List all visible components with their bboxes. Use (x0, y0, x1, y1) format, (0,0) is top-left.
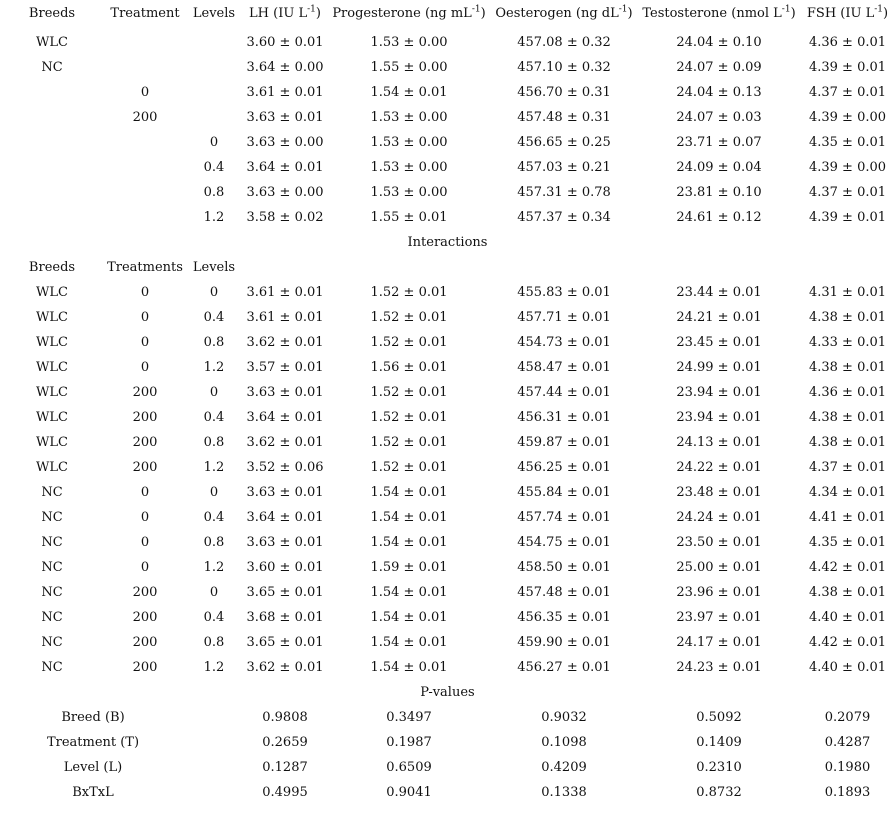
oestrogen-cell: 457.48 ± 0.01 (517, 585, 611, 600)
testosterone-cell: 23.94 ± 0.01 (676, 385, 762, 400)
fsh-cell: 4.42 ± 0.01 (808, 560, 887, 575)
oestrogen-pvalue: 0.4209 (541, 760, 587, 775)
level-cell (186, 55, 242, 80)
empty-cell (186, 705, 242, 730)
fsh-cell: 4.36 ± 0.01 (808, 385, 887, 400)
header-oestrogen (490, 0, 638, 30)
breed-cell: WLC (36, 310, 68, 325)
fsh-cell: 4.36 ± 0.01 (808, 35, 887, 50)
treatment-cell: 0 (140, 285, 150, 300)
header-progesterone-sup: -1 (471, 4, 481, 15)
level-cell: 0 (209, 135, 219, 150)
level-cell: 0 (209, 285, 219, 300)
level-cell (186, 80, 242, 105)
fsh-cell: 4.37 ± 0.01 (808, 460, 887, 475)
lh-cell: 3.61 ± 0.01 (246, 85, 324, 100)
treatment-cell: 0 (140, 85, 150, 100)
level-cell: 0 (209, 485, 219, 500)
level-cell: 0.4 (203, 610, 225, 625)
lh-cell: 3.62 ± 0.01 (246, 435, 324, 450)
breed-cell: NC (41, 485, 63, 500)
lh-cell: 3.62 ± 0.01 (246, 335, 324, 350)
level-cell: 0 (209, 385, 219, 400)
progesterone-cell: 1.53 ± 0.00 (370, 35, 448, 50)
breed-cell (0, 80, 104, 105)
fsh-cell: 4.37 ± 0.01 (808, 85, 887, 100)
oestrogen-pvalue: 0.1338 (541, 785, 587, 800)
pvalue-row (0, 730, 895, 755)
testosterone-cell: 24.17 ± 0.01 (676, 635, 762, 650)
level-cell: 0.4 (203, 160, 225, 175)
lh-cell: 3.60 ± 0.01 (246, 35, 324, 50)
pvalues-title-row (0, 680, 895, 705)
fsh-cell: 4.39 ± 0.00 (808, 160, 887, 175)
treatment-cell: 0 (140, 560, 150, 575)
fsh-cell: 4.39 ± 0.01 (808, 60, 887, 75)
oestrogen-cell: 455.84 ± 0.01 (517, 485, 611, 500)
breed-cell: WLC (36, 335, 68, 350)
breed-cell: WLC (36, 385, 68, 400)
header-row (0, 0, 895, 30)
progesterone-cell: 1.53 ± 0.00 (370, 185, 448, 200)
pvalue-row (0, 780, 895, 805)
testosterone-cell: 24.07 ± 0.03 (676, 110, 762, 125)
oestrogen-cell: 457.08 ± 0.32 (517, 35, 611, 50)
testosterone-cell: 24.22 ± 0.01 (676, 460, 762, 475)
empty-cell (638, 255, 800, 280)
table-row (0, 655, 895, 680)
testosterone-cell: 24.13 ± 0.01 (676, 435, 762, 450)
fsh-cell: 4.40 ± 0.01 (808, 660, 887, 675)
table-row (0, 555, 895, 580)
treatment-cell: 0 (140, 360, 150, 375)
fsh-pvalue: 0.1980 (824, 760, 871, 775)
breed-cell (0, 105, 104, 130)
table-row (0, 30, 895, 55)
breed-cell: NC (41, 610, 63, 625)
pvalue-label: Treatment (T) (46, 735, 140, 750)
header-progesterone-close: ) (480, 6, 486, 21)
treatment-cell: 200 (132, 660, 158, 675)
interactions-title: Interactions (407, 235, 488, 250)
table-row (0, 280, 895, 305)
fsh-cell: 4.40 ± 0.01 (808, 610, 887, 625)
header-oestrogen-text: Oesterogen (ng dL (495, 6, 619, 21)
interactions-title-row (0, 230, 895, 255)
progesterone-cell: 1.53 ± 0.00 (370, 135, 448, 150)
progesterone-cell: 1.55 ± 0.00 (370, 60, 448, 75)
fsh-cell: 4.38 ± 0.01 (808, 435, 887, 450)
table-row (0, 105, 895, 130)
lh-pvalue: 0.4995 (262, 785, 308, 800)
level-cell (186, 30, 242, 55)
level-cell: 0.8 (203, 435, 225, 450)
table-row (0, 580, 895, 605)
testosterone-cell: 24.99 ± 0.01 (676, 360, 762, 375)
breed-cell (0, 205, 104, 230)
lh-pvalue: 0.1287 (262, 760, 308, 775)
empty-cell (186, 755, 242, 780)
lh-cell: 3.58 ± 0.02 (246, 210, 324, 225)
level-cell: 1.2 (203, 210, 225, 225)
progesterone-cell: 1.53 ± 0.00 (370, 160, 448, 175)
table-row (0, 330, 895, 355)
level-cell: 1.2 (203, 660, 225, 675)
progesterone-pvalue: 0.1987 (386, 735, 432, 750)
testosterone-cell: 23.71 ± 0.07 (676, 135, 762, 150)
fsh-cell: 4.35 ± 0.01 (808, 535, 887, 550)
testosterone-cell: 23.97 ± 0.01 (676, 610, 762, 625)
header-fsh-close: ) (883, 6, 889, 21)
oestrogen-cell: 456.27 ± 0.01 (517, 660, 611, 675)
testosterone-cell: 24.61 ± 0.12 (676, 210, 762, 225)
breed-cell: NC (41, 585, 63, 600)
lh-pvalue: 0.9808 (262, 710, 308, 725)
oestrogen-cell: 454.75 ± 0.01 (517, 535, 611, 550)
header-lh-sup: -1 (307, 4, 316, 15)
oestrogen-cell: 457.31 ± 0.78 (517, 185, 611, 200)
oestrogen-cell: 454.73 ± 0.01 (517, 335, 611, 350)
lh-cell: 3.63 ± 0.01 (246, 110, 324, 125)
breed-cell: WLC (36, 435, 68, 450)
progesterone-cell: 1.55 ± 0.01 (370, 210, 448, 225)
interactions-header-treatments: Treatments (107, 260, 183, 275)
header-levels: Levels (192, 6, 236, 21)
treatment-cell: 0 (140, 335, 150, 350)
table-row (0, 430, 895, 455)
oestrogen-cell: 456.25 ± 0.01 (517, 460, 611, 475)
header-testosterone-text: Testosterone (nmol L (642, 6, 782, 21)
fsh-pvalue: 0.1893 (824, 785, 871, 800)
treatment-cell (104, 180, 186, 205)
breed-cell: NC (41, 510, 63, 525)
empty-cell (328, 255, 490, 280)
interactions-header-levels: Levels (192, 260, 236, 275)
oestrogen-cell: 457.37 ± 0.34 (517, 210, 611, 225)
treatment-cell: 200 (132, 435, 158, 450)
fsh-cell: 4.34 ± 0.01 (808, 485, 887, 500)
breed-cell: NC (41, 60, 63, 75)
oestrogen-cell: 457.03 ± 0.21 (517, 160, 611, 175)
fsh-cell: 4.41 ± 0.01 (808, 510, 887, 525)
pvalue-row (0, 705, 895, 730)
empty-cell (186, 780, 242, 805)
table-body (0, 30, 895, 805)
progesterone-cell: 1.54 ± 0.01 (370, 660, 448, 675)
header-oestrogen-close: ) (627, 6, 633, 21)
testosterone-cell: 23.94 ± 0.01 (676, 410, 762, 425)
treatment-cell: 200 (132, 410, 158, 425)
header-lh-close: ) (315, 6, 321, 21)
breed-cell: NC (41, 660, 63, 675)
oestrogen-pvalue: 0.9032 (541, 710, 587, 725)
fsh-cell: 4.39 ± 0.01 (808, 210, 887, 225)
progesterone-cell: 1.52 ± 0.01 (370, 460, 448, 475)
progesterone-cell: 1.54 ± 0.01 (370, 485, 448, 500)
level-cell: 0 (209, 585, 219, 600)
header-progesterone (328, 0, 490, 30)
treatment-cell: 0 (140, 510, 150, 525)
table-row (0, 380, 895, 405)
breed-cell (0, 155, 104, 180)
treatment-cell: 200 (132, 460, 158, 475)
progesterone-cell: 1.54 ± 0.01 (370, 510, 448, 525)
level-cell: 0.4 (203, 310, 225, 325)
breed-cell: WLC (36, 460, 68, 475)
fsh-cell: 4.39 ± 0.00 (808, 110, 887, 125)
oestrogen-cell: 457.44 ± 0.01 (517, 385, 611, 400)
interactions-header-row (0, 255, 895, 280)
testosterone-cell: 23.96 ± 0.01 (676, 585, 762, 600)
lh-cell: 3.62 ± 0.01 (246, 660, 324, 675)
lh-cell: 3.63 ± 0.00 (246, 185, 324, 200)
progesterone-cell: 1.54 ± 0.01 (370, 85, 448, 100)
lh-pvalue: 0.2659 (262, 735, 308, 750)
fsh-cell: 4.37 ± 0.01 (808, 185, 887, 200)
progesterone-cell: 1.59 ± 0.01 (370, 560, 448, 575)
table-row (0, 180, 895, 205)
oestrogen-cell: 457.10 ± 0.32 (517, 60, 611, 75)
pvalues-title: P-values (420, 685, 475, 700)
level-cell: 0.4 (203, 510, 225, 525)
breed-cell: NC (41, 635, 63, 650)
treatment-cell: 200 (132, 585, 158, 600)
treatment-cell (104, 155, 186, 180)
fsh-cell: 4.38 ± 0.01 (808, 410, 887, 425)
pvalue-label: BxTxL (72, 785, 114, 800)
breed-cell: NC (41, 560, 63, 575)
treatment-cell (104, 55, 186, 80)
testosterone-pvalue: 0.8732 (696, 785, 742, 800)
lh-cell: 3.63 ± 0.00 (246, 135, 324, 150)
lh-cell: 3.63 ± 0.01 (246, 535, 324, 550)
oestrogen-cell: 459.87 ± 0.01 (517, 435, 611, 450)
table-row (0, 130, 895, 155)
lh-cell: 3.61 ± 0.01 (246, 285, 324, 300)
treatment-cell: 200 (132, 610, 158, 625)
empty-cell (186, 730, 242, 755)
testosterone-cell: 23.48 ± 0.01 (676, 485, 762, 500)
table-row (0, 305, 895, 330)
table-row (0, 205, 895, 230)
lh-cell: 3.63 ± 0.01 (246, 385, 324, 400)
lh-cell: 3.64 ± 0.01 (246, 410, 324, 425)
table-row (0, 405, 895, 430)
lh-cell: 3.57 ± 0.01 (246, 360, 324, 375)
breed-cell: WLC (36, 360, 68, 375)
table-row (0, 455, 895, 480)
progesterone-cell: 1.52 ± 0.01 (370, 335, 448, 350)
testosterone-cell: 24.09 ± 0.04 (676, 160, 762, 175)
treatment-cell (104, 30, 186, 55)
lh-cell: 3.60 ± 0.01 (246, 560, 324, 575)
testosterone-pvalue: 0.1409 (696, 735, 742, 750)
oestrogen-cell: 459.90 ± 0.01 (517, 635, 611, 650)
lh-cell: 3.61 ± 0.01 (246, 310, 324, 325)
progesterone-cell: 1.54 ± 0.01 (370, 585, 448, 600)
progesterone-pvalue: 0.6509 (386, 760, 432, 775)
table-row (0, 155, 895, 180)
header-testosterone (638, 0, 800, 30)
pvalue-row (0, 755, 895, 780)
lh-cell: 3.52 ± 0.06 (246, 460, 324, 475)
level-cell: 0.8 (203, 635, 225, 650)
level-cell: 0.8 (203, 185, 225, 200)
breed-cell (0, 180, 104, 205)
treatment-cell: 0 (140, 535, 150, 550)
lh-cell: 3.63 ± 0.01 (246, 485, 324, 500)
progesterone-pvalue: 0.3497 (386, 710, 432, 725)
treatment-cell: 200 (132, 635, 158, 650)
level-cell: 1.2 (203, 360, 225, 375)
table-row (0, 355, 895, 380)
lh-cell: 3.68 ± 0.01 (246, 610, 324, 625)
testosterone-cell: 24.04 ± 0.10 (676, 35, 762, 50)
fsh-cell: 4.38 ± 0.01 (808, 360, 887, 375)
fsh-cell: 4.42 ± 0.01 (808, 635, 887, 650)
testosterone-cell: 24.04 ± 0.13 (676, 85, 762, 100)
level-cell (186, 105, 242, 130)
testosterone-cell: 23.45 ± 0.01 (676, 335, 762, 350)
level-cell: 0.8 (203, 335, 225, 350)
oestrogen-cell: 457.71 ± 0.01 (517, 310, 611, 325)
oestrogen-cell: 455.83 ± 0.01 (517, 285, 611, 300)
level-cell: 0.4 (203, 410, 225, 425)
progesterone-cell: 1.52 ± 0.01 (370, 285, 448, 300)
header-lh (242, 0, 328, 30)
treatment-cell: 200 (132, 385, 158, 400)
oestrogen-cell: 456.31 ± 0.01 (517, 410, 611, 425)
testosterone-cell: 24.24 ± 0.01 (676, 510, 762, 525)
header-fsh (800, 0, 895, 30)
level-cell: 1.2 (203, 560, 225, 575)
empty-cell (490, 255, 638, 280)
testosterone-pvalue: 0.2310 (696, 760, 742, 775)
interactions-header-breeds: Breeds (28, 260, 76, 275)
testosterone-cell: 24.21 ± 0.01 (676, 310, 762, 325)
header-progesterone-text: Progesterone (ng mL (332, 6, 472, 21)
header-oestrogen-sup: -1 (618, 4, 628, 15)
table-row (0, 530, 895, 555)
level-cell: 1.2 (203, 460, 225, 475)
progesterone-cell: 1.53 ± 0.00 (370, 110, 448, 125)
table-row (0, 480, 895, 505)
breed-cell (0, 130, 104, 155)
lh-cell: 3.65 ± 0.01 (246, 585, 324, 600)
oestrogen-cell: 457.48 ± 0.31 (517, 110, 611, 125)
oestrogen-cell: 457.74 ± 0.01 (517, 510, 611, 525)
treatment-cell (104, 130, 186, 155)
treatment-cell: 0 (140, 310, 150, 325)
fsh-pvalue: 0.2079 (824, 710, 871, 725)
header-testosterone-sup: -1 (781, 4, 791, 15)
progesterone-cell: 1.52 ± 0.01 (370, 410, 448, 425)
testosterone-cell: 23.44 ± 0.01 (676, 285, 762, 300)
lh-cell: 3.64 ± 0.01 (246, 160, 324, 175)
progesterone-cell: 1.52 ± 0.01 (370, 385, 448, 400)
progesterone-cell: 1.54 ± 0.01 (370, 635, 448, 650)
fsh-cell: 4.38 ± 0.01 (808, 585, 887, 600)
breed-cell: NC (41, 535, 63, 550)
testosterone-pvalue: 0.5092 (696, 710, 742, 725)
header-testosterone-close: ) (790, 6, 796, 21)
progesterone-cell: 1.52 ± 0.01 (370, 310, 448, 325)
progesterone-cell: 1.54 ± 0.01 (370, 535, 448, 550)
oestrogen-cell: 456.70 ± 0.31 (517, 85, 611, 100)
testosterone-cell: 24.23 ± 0.01 (676, 660, 762, 675)
header-lh-text: LH (IU L (249, 6, 308, 21)
fsh-cell: 4.33 ± 0.01 (808, 335, 887, 350)
table-row (0, 505, 895, 530)
oestrogen-pvalue: 0.1098 (541, 735, 587, 750)
empty-cell (800, 255, 895, 280)
treatment-cell: 0 (140, 485, 150, 500)
fsh-cell: 4.35 ± 0.01 (808, 135, 887, 150)
lh-cell: 3.65 ± 0.01 (246, 635, 324, 650)
table-row (0, 605, 895, 630)
oestrogen-cell: 458.50 ± 0.01 (517, 560, 611, 575)
testosterone-cell: 23.50 ± 0.01 (676, 535, 762, 550)
fsh-cell: 4.38 ± 0.01 (808, 310, 887, 325)
table-row (0, 55, 895, 80)
progesterone-cell: 1.54 ± 0.01 (370, 610, 448, 625)
oestrogen-cell: 458.47 ± 0.01 (517, 360, 611, 375)
table-row (0, 630, 895, 655)
testosterone-cell: 24.07 ± 0.09 (676, 60, 762, 75)
breed-cell: WLC (36, 285, 68, 300)
testosterone-cell: 23.81 ± 0.10 (676, 185, 762, 200)
empty-cell (242, 255, 328, 280)
lh-cell: 3.64 ± 0.00 (246, 60, 324, 75)
fsh-pvalue: 0.4287 (824, 735, 871, 750)
oestrogen-cell: 456.65 ± 0.25 (517, 135, 611, 150)
pvalue-label: Breed (B) (61, 710, 125, 725)
treatment-cell (104, 205, 186, 230)
header-fsh-text: FSH (IU L (806, 6, 875, 21)
header-treatment: Treatment (110, 6, 180, 21)
testosterone-cell: 25.00 ± 0.01 (676, 560, 762, 575)
pvalue-label: Level (L) (63, 760, 123, 775)
breed-cell: WLC (36, 35, 68, 50)
treatment-cell: 200 (132, 110, 158, 125)
table-row (0, 80, 895, 105)
breed-cell: WLC (36, 410, 68, 425)
header-breeds: Breeds (28, 6, 76, 21)
lh-cell: 3.64 ± 0.01 (246, 510, 324, 525)
level-cell: 0.8 (203, 535, 225, 550)
fsh-cell: 4.31 ± 0.01 (808, 285, 887, 300)
progesterone-pvalue: 0.9041 (386, 785, 432, 800)
header-fsh-sup: -1 (874, 4, 884, 15)
progesterone-cell: 1.52 ± 0.01 (370, 435, 448, 450)
progesterone-cell: 1.56 ± 0.01 (370, 360, 448, 375)
oestrogen-cell: 456.35 ± 0.01 (517, 610, 611, 625)
